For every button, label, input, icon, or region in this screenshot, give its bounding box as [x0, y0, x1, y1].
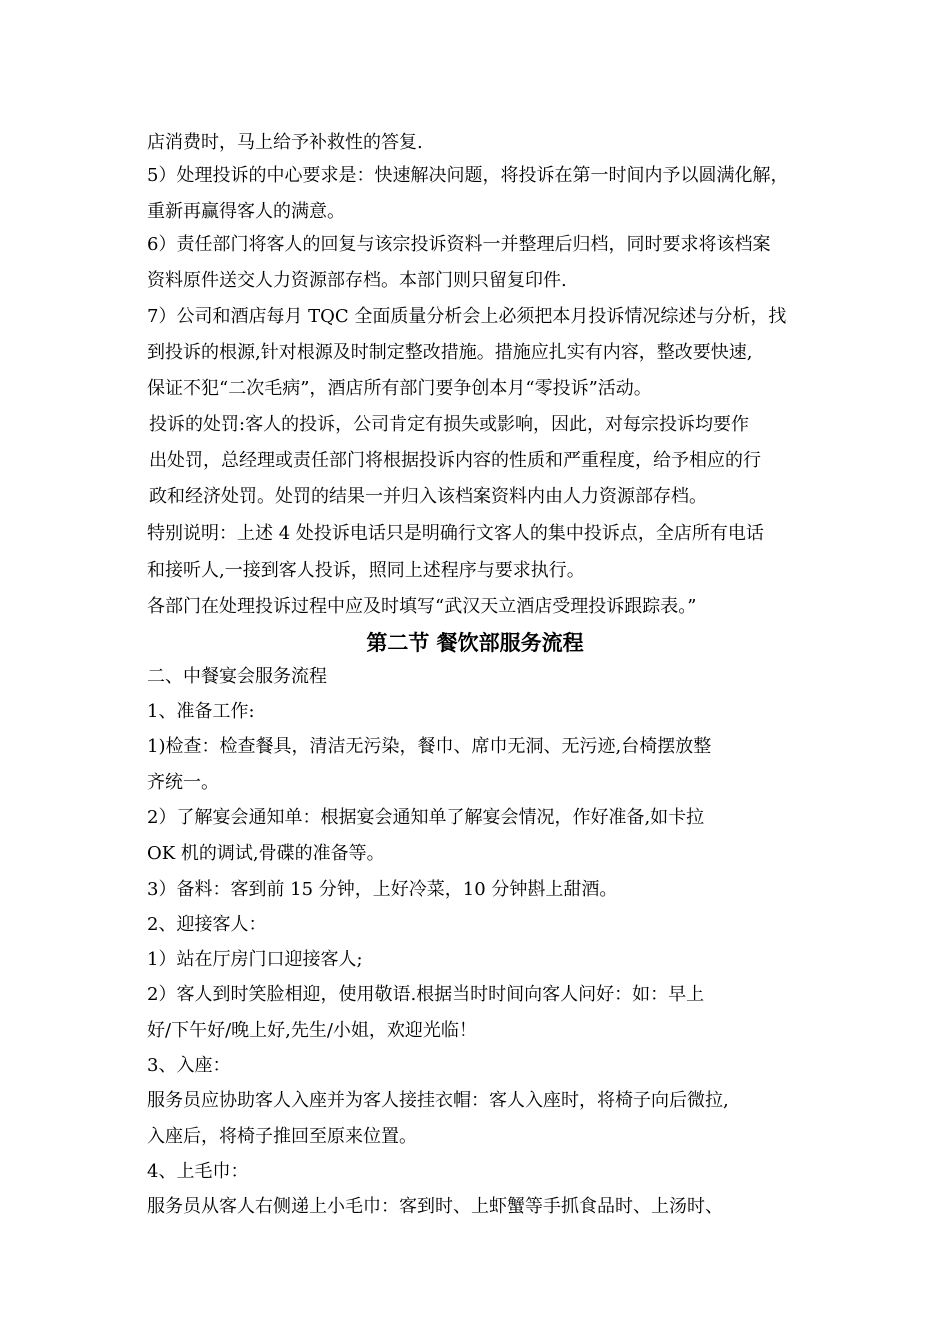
paragraph-line: 特别说明：上述 4 处投诉电话只是明确行文客人的集中投诉点，全店所有电话 — [147, 523, 764, 544]
paragraph-line: 资料原件送交人力资源部存档。本部门则只留复印件. — [147, 270, 567, 291]
paragraph-line: 4、上毛巾： — [147, 1161, 249, 1182]
paragraph-line: 2）客人到时笑脸相迎，使用敬语.根据当时时间向客人问好：如：早上 — [147, 984, 705, 1005]
paragraph-line: 和接听人,一接到客人投诉，照同上述程序与要求执行。 — [147, 560, 585, 581]
paragraph-line: 好/下午好/晚上好,先生/小姐，欢迎光临！ — [147, 1020, 477, 1041]
paragraph-line: 3）备料：客到前 15 分钟，上好冷菜，10 分钟斟上甜酒。 — [147, 879, 618, 900]
paragraph-line: 服务员应协助客人入座并为客人接挂衣帽：客人入座时，将椅子向后微拉, — [147, 1090, 729, 1111]
paragraph-line: 1）站在厅房门口迎接客人; — [147, 949, 363, 970]
paragraph-line: 1)检查：检查餐具，清洁无污染，餐巾、席巾无洞、无污迹,台椅摆放整 — [147, 736, 712, 757]
paragraph-line: OK 机的调试,骨碟的准备等。 — [147, 843, 385, 864]
paragraph-line: 店消费时，马上给予补救性的答复. — [147, 132, 423, 153]
paragraph-line: 各部门在处理投诉过程中应及时填写“武汉天立酒店受理投诉跟踪表。” — [147, 596, 697, 617]
paragraph-line: 二、中餐宴会服务流程 — [147, 666, 327, 687]
paragraph-line: 投诉的处罚:客人的投诉，公司肯定有损失或影响，因此，对每宗投诉均要作 — [149, 414, 750, 435]
paragraph-line: 到投诉的根源,针对根源及时制定整改措施。措施应扎实有内容，整改要快速, — [147, 342, 753, 363]
paragraph-line: 服务员从客人右侧递上小毛巾：客到时、上虾蟹等手抓食品时、上汤时、 — [147, 1196, 723, 1217]
paragraph-line: 5）处理投诉的中心要求是：快速解决问题，将投诉在第一时间内予以圆满化解， — [147, 165, 789, 186]
paragraph-line: 2、迎接客人： — [147, 914, 267, 935]
paragraph-line: 政和经济处罚。处罚的结果一并归入该档案资料内由人力资源部存档。 — [149, 486, 707, 507]
paragraph-line: 入座后，将椅子推回至原来位置。 — [147, 1126, 417, 1147]
paragraph-line: 出处罚，总经理或责任部门将根据投诉内容的性质和严重程度，给予相应的行 — [149, 450, 761, 471]
paragraph-line: 1、准备工作: — [147, 701, 255, 722]
paragraph-line: 齐统一。 — [147, 772, 219, 793]
paragraph-line: 2）了解宴会通知单：根据宴会通知单了解宴会情况，作好准备,如卡拉 — [147, 807, 705, 828]
paragraph-line: 重新再赢得客人的满意。 — [147, 201, 345, 222]
paragraph-line: 保证不犯“二次毛病”，酒店所有部门要争创本月“零投诉”活动。 — [147, 378, 652, 399]
paragraph-line: 3、入座： — [147, 1055, 231, 1076]
paragraph-line: 7）公司和酒店每月 TQC 全面质量分析会上必须把本月投诉情况综述与分析，找 — [147, 306, 787, 327]
paragraph-line: 6）责任部门将客人的回复与该宗投诉资料一并整理后归档，同时要求将该档案 — [147, 234, 771, 255]
section-title: 第二节 餐饮部服务流程 — [366, 631, 584, 655]
